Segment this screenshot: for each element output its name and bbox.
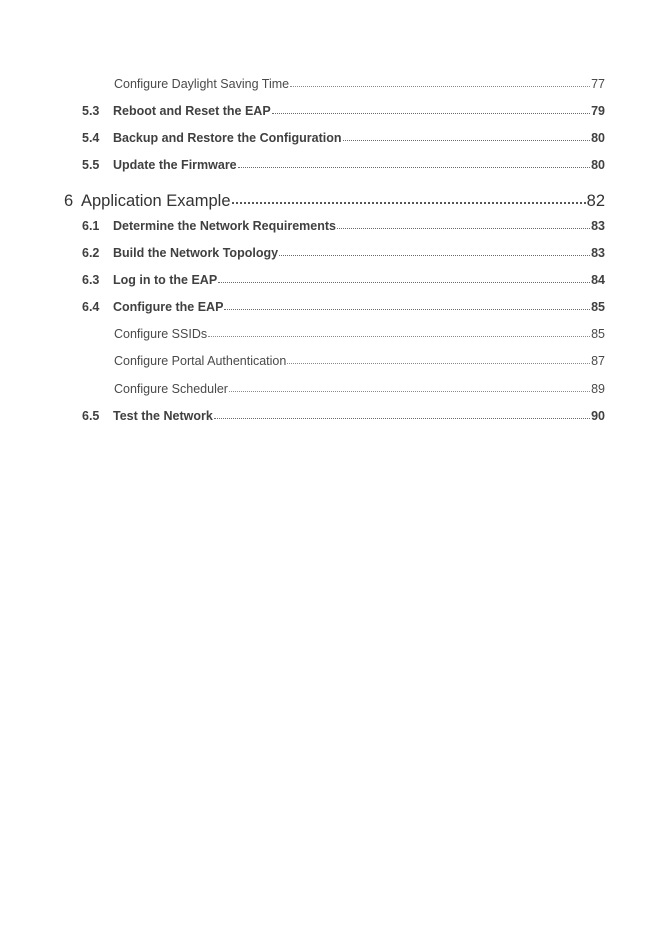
toc-entry-page: 85 bbox=[591, 327, 605, 341]
toc-entry-page: 80 bbox=[591, 131, 605, 145]
toc-entry-title: Reboot and Reset the EAP bbox=[113, 104, 271, 118]
toc-entry-number: 5.3 bbox=[82, 104, 100, 118]
toc-dot-leader bbox=[208, 336, 590, 337]
toc-entry-page: 77 bbox=[591, 77, 605, 91]
toc-entry-number: 5.5 bbox=[82, 158, 100, 172]
toc-chapter-number: 6 bbox=[64, 192, 74, 210]
toc-entry-configure-scheduler[interactable] bbox=[114, 382, 605, 396]
toc-dot-leader bbox=[238, 167, 590, 168]
toc-entry-6-5[interactable] bbox=[82, 409, 605, 423]
toc-entry-page: 83 bbox=[591, 246, 605, 260]
toc-entry-number: 6.4 bbox=[82, 300, 100, 314]
toc-entry-number: 6.5 bbox=[82, 409, 100, 423]
toc-chapter-page: 82 bbox=[586, 192, 605, 210]
toc-entry-number: 6.2 bbox=[82, 246, 100, 260]
toc-entry-title: Determine the Network Requirements bbox=[113, 219, 336, 233]
toc-entry-title: Update the Firmware bbox=[113, 158, 237, 172]
toc-dot-leader bbox=[229, 391, 590, 392]
toc-entry-page: 90 bbox=[591, 409, 605, 423]
toc-dot-leader bbox=[214, 418, 590, 419]
toc-dot-leader bbox=[287, 363, 590, 364]
toc-entry-5-3[interactable] bbox=[82, 104, 605, 118]
toc-entry-title: Configure Daylight Saving Time bbox=[114, 77, 290, 91]
toc-entry-configure-daylight-saving-time[interactable] bbox=[114, 77, 605, 91]
toc-entry-title: Log in to the EAP bbox=[113, 273, 218, 287]
toc-entry-page: 79 bbox=[591, 104, 605, 118]
toc-entry-configure-portal-authentication[interactable] bbox=[114, 354, 605, 368]
toc-entry-5-4[interactable] bbox=[82, 131, 605, 145]
toc-entry-number: 6.3 bbox=[82, 273, 100, 287]
toc-dot-leader bbox=[279, 255, 590, 256]
toc-entry-6-1[interactable] bbox=[82, 219, 605, 233]
toc-dot-leader bbox=[272, 113, 590, 114]
toc-dot-leader bbox=[337, 228, 590, 229]
toc-entry-page: 83 bbox=[591, 219, 605, 233]
toc-entry-page: 87 bbox=[591, 354, 605, 368]
toc-entry-title: Configure SSIDs bbox=[114, 327, 208, 341]
toc-entry-title: Configure Scheduler bbox=[114, 382, 228, 396]
toc-entry-title: Test the Network bbox=[113, 409, 213, 423]
toc-chapter-title: Application Example bbox=[81, 192, 231, 210]
toc-entry-title: Configure the EAP bbox=[113, 300, 224, 314]
toc-entry-page: 80 bbox=[591, 158, 605, 172]
toc-dot-leader bbox=[218, 282, 590, 283]
toc-entry-6-3[interactable] bbox=[82, 273, 605, 287]
toc-dot-leader bbox=[224, 309, 590, 310]
toc-entry-title: Backup and Restore the Configuration bbox=[113, 131, 342, 145]
toc-entry-6-2[interactable] bbox=[82, 246, 605, 260]
toc-entry-number: 6.1 bbox=[82, 219, 100, 233]
toc-entry-6-4[interactable] bbox=[82, 300, 605, 314]
toc-entry-number: 5.4 bbox=[82, 131, 100, 145]
toc-entry-page: 85 bbox=[591, 300, 605, 314]
toc-entry-title: Configure Portal Authentication bbox=[114, 354, 287, 368]
toc-entry-page: 89 bbox=[591, 382, 605, 396]
toc-entry-page: 84 bbox=[591, 273, 605, 287]
toc-dot-leader bbox=[232, 202, 586, 204]
toc-entry-configure-ssids[interactable] bbox=[114, 327, 605, 341]
toc-chapter-6[interactable] bbox=[64, 192, 605, 211]
toc-entry-5-5[interactable] bbox=[82, 158, 605, 172]
toc-dot-leader bbox=[290, 86, 590, 87]
toc-dot-leader bbox=[343, 140, 591, 141]
toc-entry-title: Build the Network Topology bbox=[113, 246, 279, 260]
